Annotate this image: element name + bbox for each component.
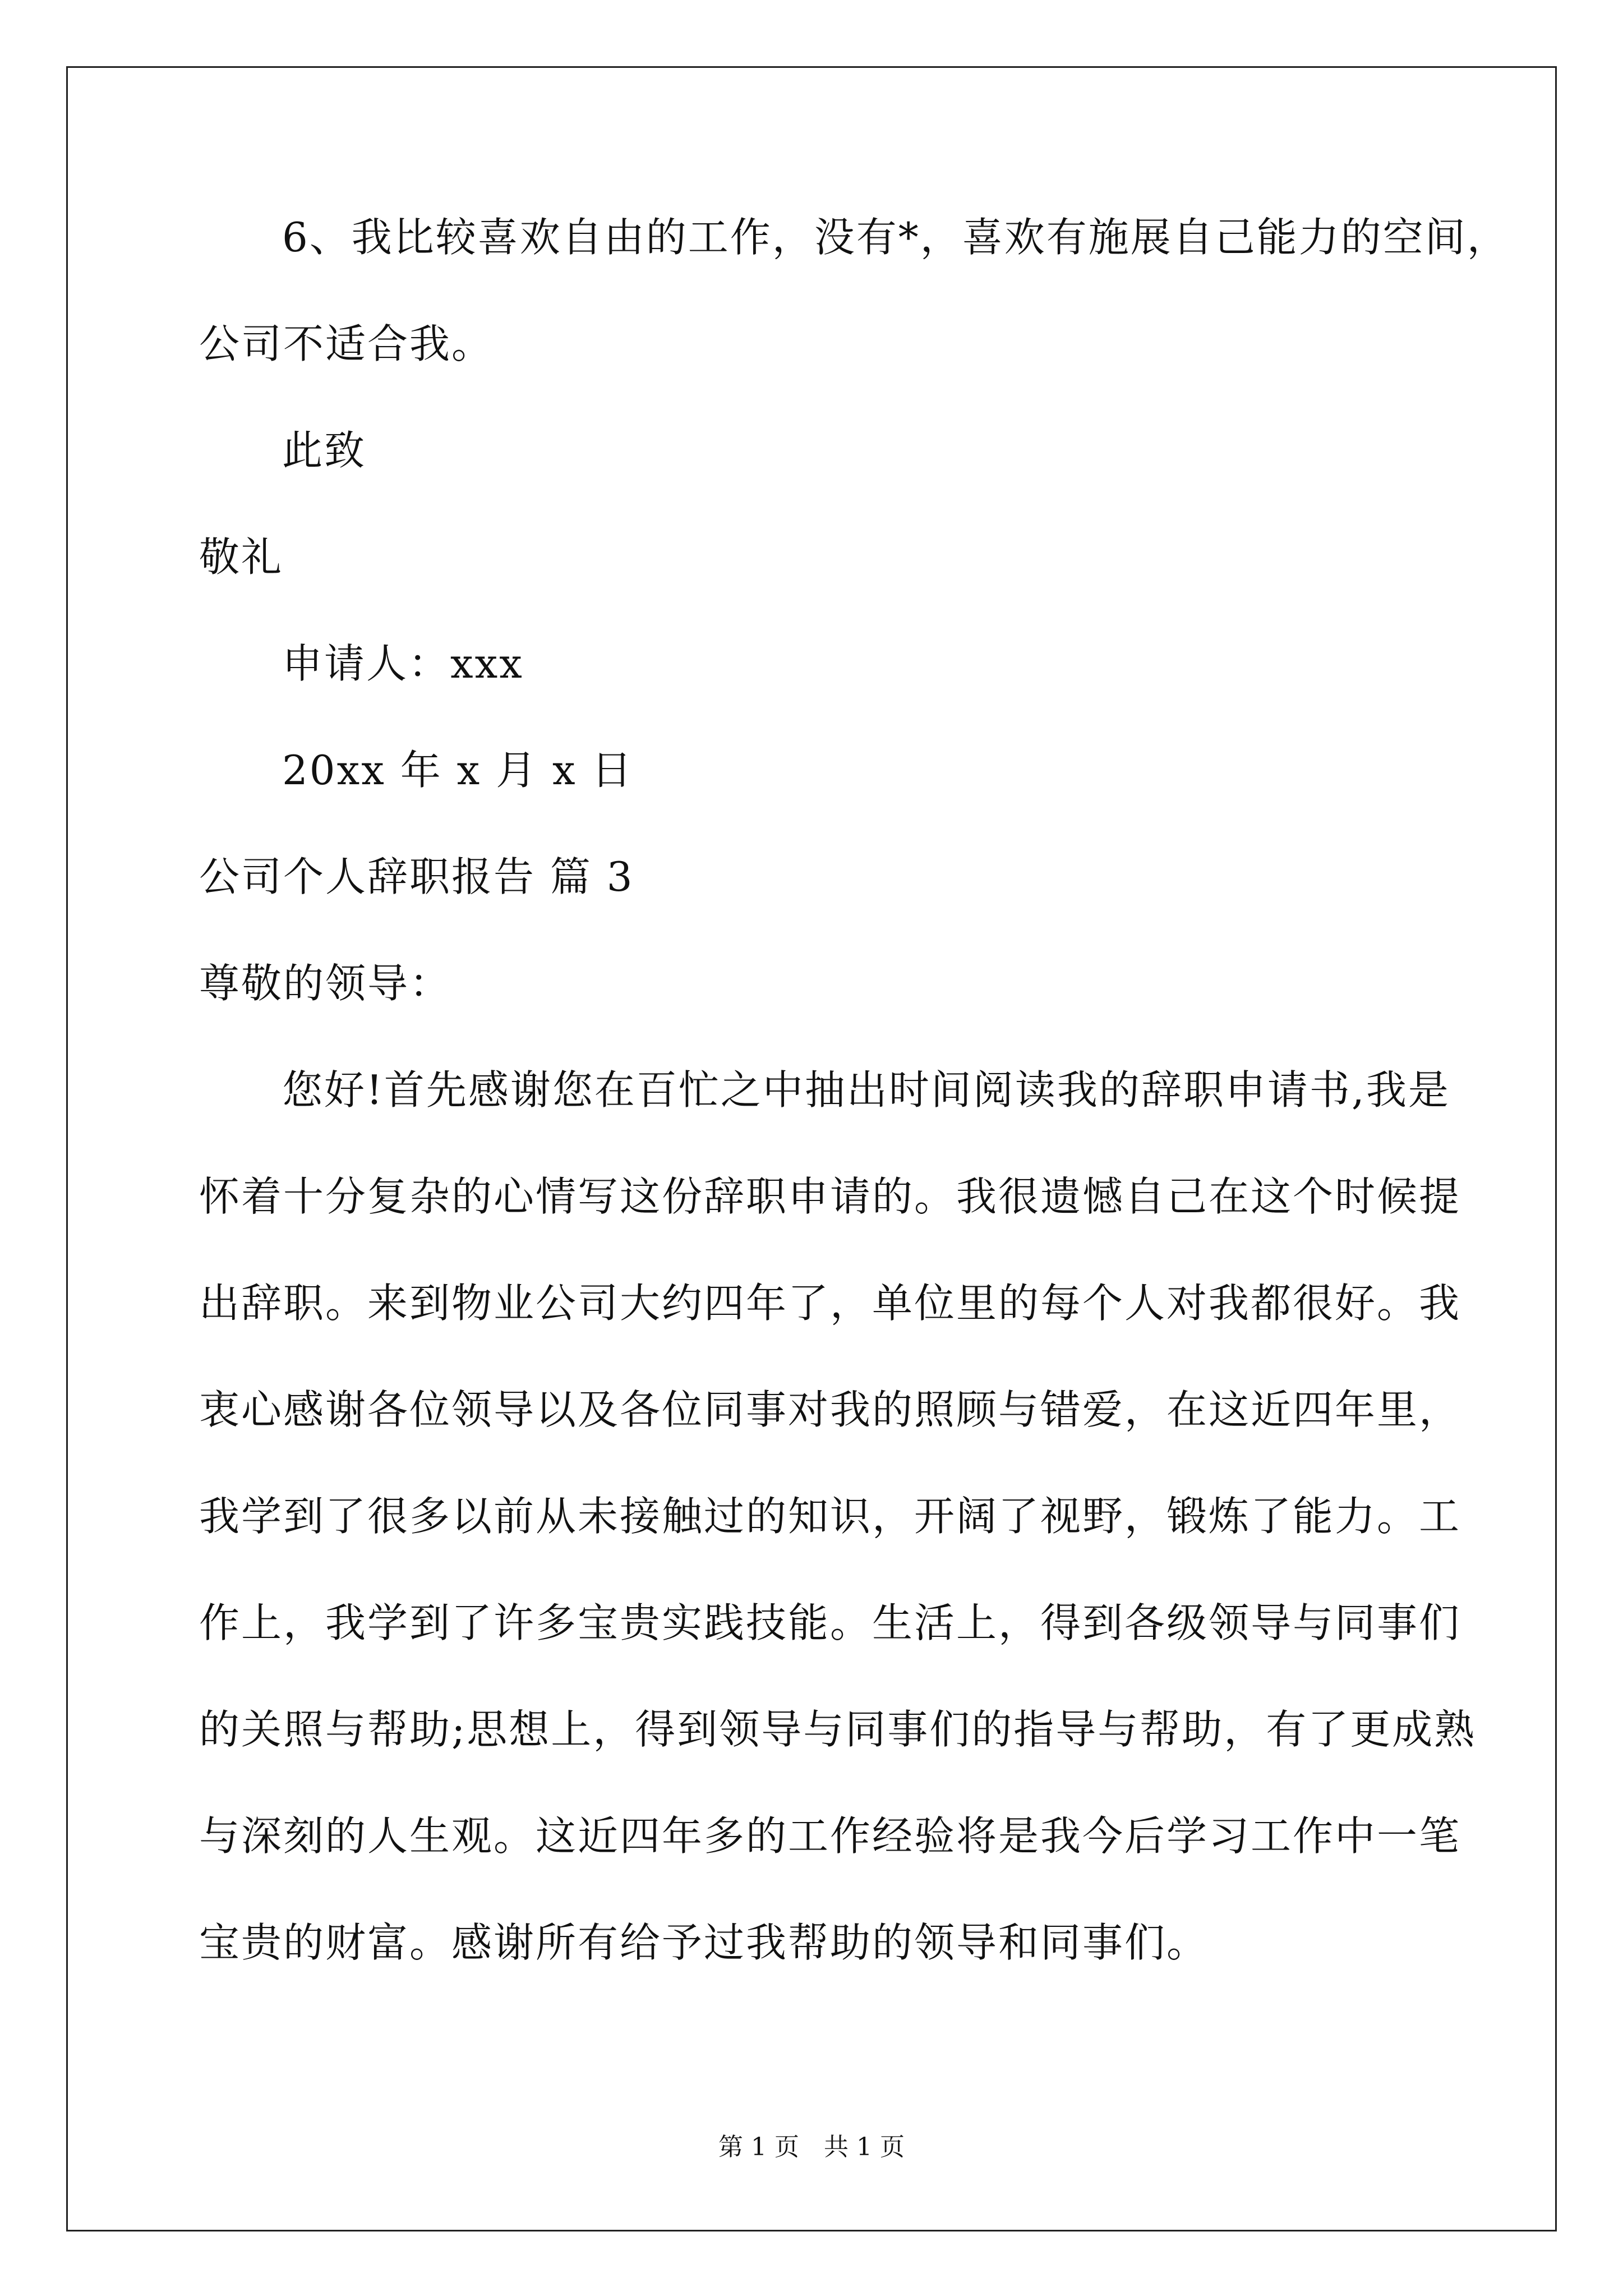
text-line: 出辞职。来到物业公司大约四年了，单位里的每个人对我都很好。我 [199,1280,1461,1327]
text-line: 的关照与帮助;思想上，得到领导与同事们的指导与帮助，有了更成熟 [199,1706,1477,1753]
text-line: 与深刻的人生观。这近四年多的工作经验将是我今后学习工作中一笔 [199,1812,1461,1860]
applicant-signature: 申请人：xxx [282,640,524,687]
text-line: 宝贵的财富。感谢所有给予过我帮助的领导和同事们。 [199,1919,1209,1966]
page-number: 第 1 页 共 1 页 [718,2133,905,2161]
page-border [66,66,1557,2231]
closing-salutation: 此致 [282,427,367,474]
closing-respect: 敬礼 [199,533,284,581]
date-line: 20xx 年 x 月 x 日 [282,747,634,794]
text-line: 衷心感谢各位领导以及各位同事对我的照顾与错爱，在这近四年里， [199,1386,1461,1433]
greeting: 尊敬的领导： [199,960,452,1007]
text-line: 我学到了很多以前从未接触过的知识，开阔了视野，锻炼了能力。工 [199,1493,1461,1540]
section-heading: 公司个人辞职报告 篇 3 [199,853,634,900]
text-line: 公司不适合我。 [199,320,494,367]
text-line: 作上，我学到了许多宝贵实践技能。生活上，得到各级领导与同事们 [199,1599,1461,1646]
text-line: 6、我比较喜欢自由的工作，没有*，喜欢有施展自己能力的空间， [282,214,1509,261]
text-line: 您好!首先感谢您在百忙之中抽出时间阅读我的辞职申请书,我是 [282,1066,1450,1114]
text-line: 怀着十分复杂的心情写这份辞职申请的。我很遗憾自己在这个时候提 [199,1173,1461,1220]
